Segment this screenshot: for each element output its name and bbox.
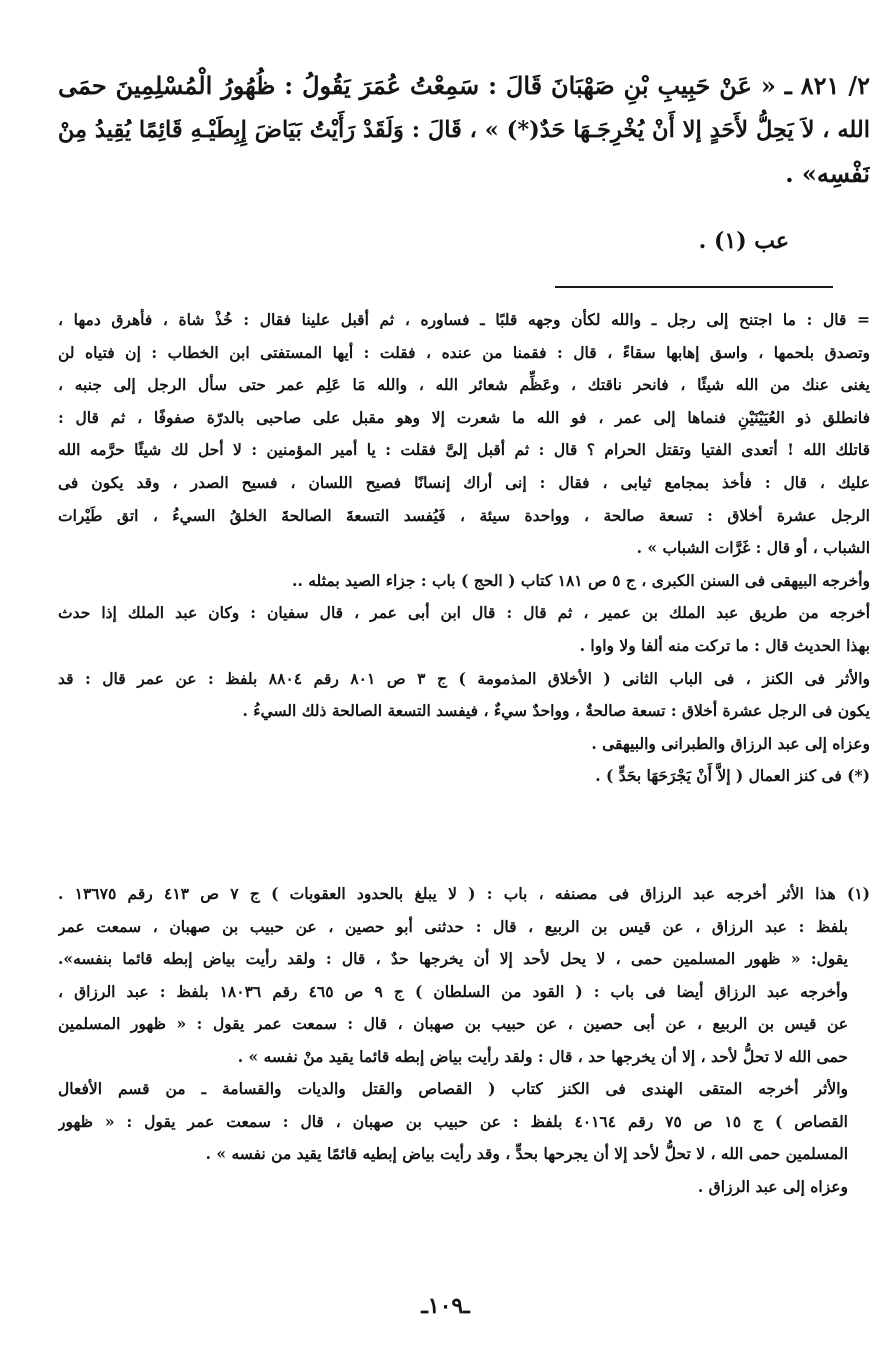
footnote-line: المسلمين حمى الله ، لا تحلُّ لأحد إلا أن يجرحها بحدٍّ ، وقد رأيت بياض إبطيه قائمًا يقيد من نفسه » .	[205, 1144, 848, 1163]
footnote-line: والأثر أخرجه المتقى الهندى فى الكنز كتاب ( القصاص والقتل والديات والقسامة ـ من قسم الأفعال	[58, 1079, 848, 1098]
footnote-line: (١) هذا الأثر أخرجه عبد الرزاق فى مصنفه ، باب : ( لا يبلغ بالحدود العقوبات ) ج ٧ ص ٤١٣ رقم ١٣٦٧٥ .	[58, 884, 870, 903]
asterisk-note: (*) فى كنز العمال ( إلاَّ أَنْ يَجْرَحَهَا بحَدٍّ ) .	[595, 766, 870, 786]
footnote-line: وأخرجه عبد الرزاق أيضا فى باب : ( القود من السلطان ) ج ٩ ص ٤٦٥ رقم ١٨٠٣٦ بلفظ : عبد الرزاق ،	[58, 981, 848, 1001]
footnote-separator-rule	[555, 286, 833, 288]
footnote-line: القصاص ) ج ١٥ ص ٧٥ رقم ٤٠١٦٤ بلفظ : عن حبيب بن صهبان ، قال : سمعت عمر يقول : « ظهور	[58, 1111, 848, 1131]
page-number: ـ١٠٩ـ	[421, 1293, 470, 1319]
main-hadith-text	[58, 64, 870, 196]
footnote-line: بلفظ : عبد الرزاق ، عن قيس بن الربيع ، قال : حدثنى أبو حصين ، عن حبيب بن صهبان ، سمعت عمر	[58, 916, 848, 936]
footnote-line: عن قيس بن الربيع ، عن أبى حصين ، عن حبيب بن صهبان ، قال : سمعت عمر يقول : « ظهور المسلمين	[58, 1014, 848, 1033]
commentary-line: وتصدق بلحمها ، واسق إهابها سقاءً ، قال : فقمنا من عنده ، فقلت : أيها المستفتى ابن الخطاب : إن فتياه لن	[58, 342, 870, 362]
footnote-line: يقول: « ظهور المسلمين حمى ، لا يحل لأحد إلا أن يخرجها حدٌ ، قال : ولقد رأيت بياض إبطه قائما بنفسه».	[58, 949, 848, 968]
source-reference: عب (١) .	[698, 228, 789, 254]
commentary-line: يغنى عنك من الله شيئًا ، فانحر ناقتك ، وعَظِّم شعائر الله ، والله مَا عَلِم عمر حتى سأل الرجل إلى جنبه ،	[58, 375, 870, 395]
commentary-line: يكون فى الرجل عشرة أخلاق : تسعة صالحةٌ ، وواحدٌ سيءٌ ، فيفسد التسعة الصالحة ذلك السيءُ .	[242, 701, 870, 721]
commentary-block	[58, 304, 870, 793]
commentary-line: عليك ، قال : فأخذ بمجامع ثيابى ، فقال : إنى أراك إنسانًا فصيح اللسان ، فسيح الصدر ، وقد يكون فى	[58, 472, 870, 492]
commentary-line: الشباب ، أو قال : غَرَّات الشباب » .	[636, 538, 870, 558]
commentary-line: الرجل عشرة أخلاق : تسعة صالحة ، وواحدة سيئة ، فَيُفسد التسعةَ الصالحةَ الخلقُ السيءُ ، اتق طَيْرات	[58, 505, 870, 525]
commentary-line: بهذا الحديث قال : ما تركت منه ألفا ولا واوا .	[579, 635, 870, 655]
main-text-line-1: ٢/ ٨٢١ ـ « عَنْ حَبِيبِ بْنِ صَهْبَانَ قَالَ : سَمِعْتُ عُمَرَ يَقُولُ : ظُهُورُ الْمُسْلِمِينَ حمَى	[58, 71, 870, 100]
commentary-line: أخرجه من طريق عبد الملك بن عمير ، ثم قال : قال ابن أبى عمر ، قال سفيان : وكان عبد الملك إذا حدث	[58, 603, 870, 623]
footnote-1-block	[58, 878, 870, 1203]
commentary-line: وعزاه إلى عبد الرزاق والطبرانى والبيهقى .	[591, 733, 870, 753]
commentary-line: = قال : ما اجتنح إلى رجل ـ والله لكأن وجهه قلبًا ـ فساوره ، ثم أقبل علينا فقال : خُذْ شاة ، فأهرق دمها ،	[58, 310, 870, 329]
commentary-line: وأخرجه البيهقى فى السنن الكبرى ، ج ٥ ص ١٨١ كتاب ( الحج ) باب : جزاء الصيد بمثله ..	[292, 570, 870, 590]
main-text-line-3: نَفْسِه» .	[785, 159, 870, 188]
footnote-line: وعزاه إلى عبد الرزاق .	[697, 1176, 848, 1196]
commentary-line: فانطلق ذو العُيَيْنَيْنِ فنماها إلى عمر ، فو الله ما شعرت إلا وهو مقبل على صاحبى بالدرّة صفوفًا ، ثم قال :	[58, 407, 870, 427]
footnote-line: حمى الله لا تحلُّ لأحد ، إلا أن يخرجها حد ، قال : ولقد رأيت بياض إبطه قائما يقيد منْ نفسه » .	[237, 1046, 848, 1066]
main-text-line-2: الله ، لاَ يَحِلُّ لأَحَدٍ إلا أَنْ يُخْرِجَـهَا حَدٌ(*) » ، قَالَ : وَلَقَدْ رَأَيْتُ بَيَاضَ إِبِطَيْـهِ قَائِمًا يُقِيدُ مِنْ	[58, 117, 870, 143]
commentary-line: والأثر فى الكنز ، فى الباب الثانى ( الأخلاق المذمومة ) ج ٣ ص ٨٠١ رقم ٨٨٠٤ بلفظ : عن عمر قال : قد	[58, 668, 870, 688]
commentary-line: قاتلك الله ! أتعدى الفتيا وتقتل الحرام ؟ قال : ثم أقبل إلىَّ فقلت : يا أمير المؤمنين : لا أحل لك شيئًا حرَّمه الله	[58, 440, 870, 460]
